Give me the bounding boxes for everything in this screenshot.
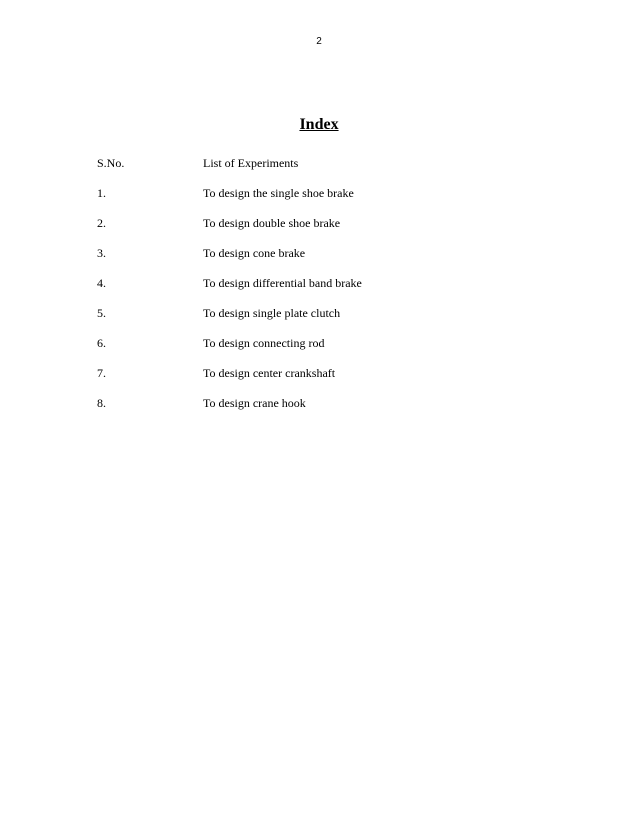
index-row: [97, 358, 557, 388]
header-list-of-experiments: List of Experiments: [203, 155, 299, 170]
index-row: [97, 268, 557, 298]
row-sno: 5.: [97, 305, 106, 320]
row-sno: 6.: [97, 335, 106, 350]
index-row: [97, 388, 557, 418]
page-number: 2: [316, 36, 322, 47]
index-table: [97, 148, 557, 418]
row-experiment-name: To design connecting rod: [203, 335, 325, 350]
index-header-row: [97, 148, 557, 178]
row-sno: 7.: [97, 365, 106, 380]
row-sno: 4.: [97, 275, 106, 290]
row-experiment-name: To design cone brake: [203, 245, 306, 260]
index-row: [97, 208, 557, 238]
header-sno: S.No.: [97, 155, 125, 170]
index-title: Index: [299, 116, 339, 133]
index-row: [97, 328, 557, 358]
row-experiment-name: To design the single shoe brake: [203, 185, 354, 200]
row-sno: 2.: [97, 215, 106, 230]
row-experiment-name: To design crane hook: [203, 395, 306, 410]
index-row: [97, 178, 557, 208]
row-experiment-name: To design single plate clutch: [203, 305, 341, 320]
row-sno: 1.: [97, 185, 106, 200]
row-experiment-name: To design double shoe brake: [203, 215, 341, 230]
index-row: [97, 298, 557, 328]
row-experiment-name: To design center crankshaft: [203, 365, 336, 380]
row-sno: 3.: [97, 245, 106, 260]
row-sno: 8.: [97, 395, 106, 410]
row-experiment-name: To design differential band brake: [203, 275, 362, 290]
index-row: [97, 238, 557, 268]
